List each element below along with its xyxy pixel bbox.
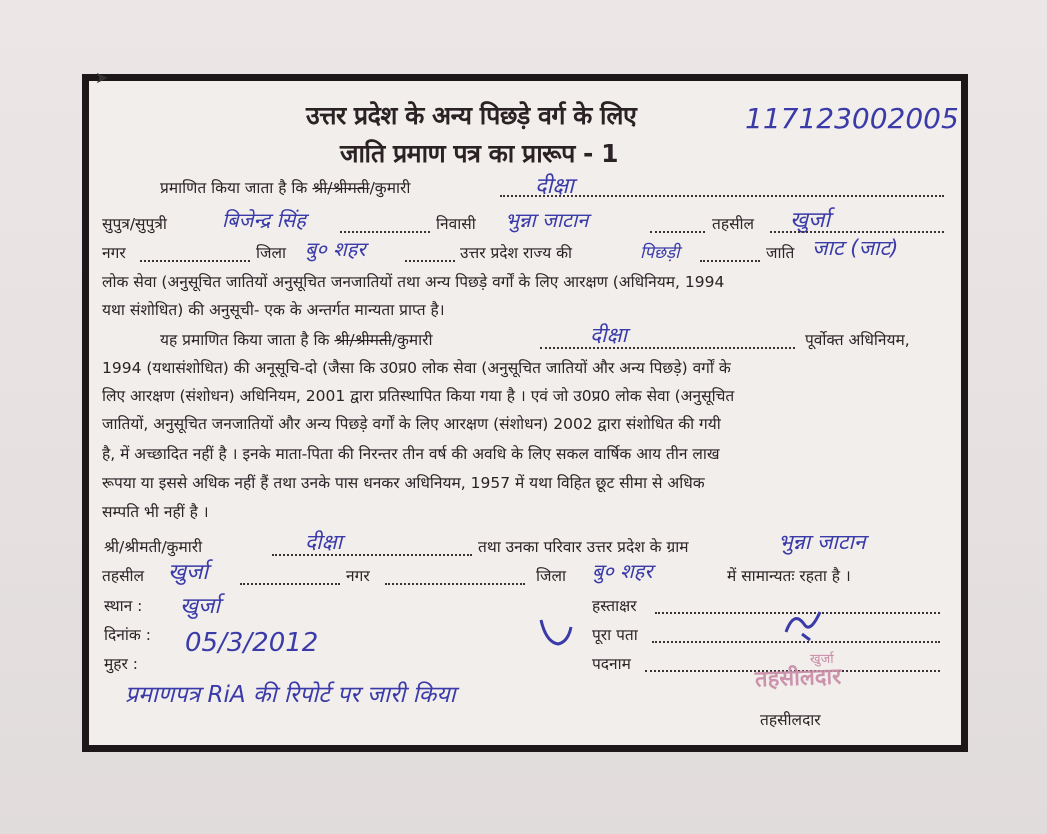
para3-tehsil-dotted-line [240, 583, 340, 585]
tehsildar-stamp-small: खुर्जा [810, 652, 834, 667]
para3-district-label: जिला [536, 567, 567, 585]
place-field: खुर्जा [180, 594, 221, 619]
caste-field: जाट (जाट) [812, 236, 899, 260]
son-daughter-label: सुपुत्र/सुपुत्री [102, 215, 167, 233]
para3-tehsil-label: तहसील [102, 567, 145, 585]
handwritten-note: प्रमाणपत्र RiA की रिपोर्ट पर जारी किया [125, 682, 456, 708]
para2-line7: सम्पति भी नहीं है । [102, 503, 209, 521]
para3-name-dotted-line [272, 554, 472, 556]
date-field: 05/3/2012 [185, 628, 319, 658]
state-label: उत्तर प्रदेश राज्य की [460, 244, 573, 262]
para2-line3: लिए आरक्षण (संशोधन) अधिनियम, 2001 द्वारा प्रतिस्थापित किया गया है । एवं जो उ0प्र0 लोक सेवा (अनुसूचित [102, 387, 735, 405]
tehsil-label: तहसील [712, 215, 755, 233]
tehsildar-label: तहसीलदार [760, 711, 821, 729]
city-dotted-line [140, 260, 250, 262]
para3-label: श्री/श्रीमती/कुमारी [104, 538, 203, 556]
para2-line6: रूपया या इससे अधिक नहीं हैं तथा उनके पास धनकर अधिनियम, 1957 में यथा विहित छूट सीमा से अधिक [102, 474, 705, 492]
officer-signature-icon [780, 604, 830, 644]
date-label: दिनांक : [104, 626, 151, 644]
district-label: जिला [256, 244, 287, 262]
para3-name-field: दीक्षा [305, 530, 343, 554]
para2-prefix: यह प्रमाणित किया जाता है कि श्री/श्रीमती/कुमारी [160, 331, 433, 349]
para3-residence-text: में सामान्यतः रहता है । [727, 567, 851, 585]
para2-name-dotted-line [540, 347, 795, 349]
signature-label: हस्ताक्षर [592, 597, 637, 615]
para3-district-field: बु० शहर [592, 559, 653, 583]
para3-city-dotted-line [385, 583, 525, 585]
tehsil-field: खुर्जा [790, 208, 831, 233]
para1-prefix: प्रमाणित किया जाता है कि श्री/श्रीमती/कुमारी [160, 179, 411, 197]
residence-label: निवासी [436, 215, 476, 233]
para3-city-label: नगर [346, 567, 370, 585]
district-dotted-line [405, 260, 455, 262]
designation-label: पदनाम [592, 655, 631, 673]
para3-village-field: भुन्ना जाटान [778, 530, 866, 554]
address-label: पूरा पता [592, 626, 638, 644]
arrow-mark-icon: ➤ [95, 68, 109, 87]
city-label: नगर [102, 244, 126, 262]
serial-number: 117123002005 [745, 102, 959, 135]
tehsil-dotted-line [770, 231, 944, 233]
para2-line2: 1994 (यथासंशोधित) की अनूसूचि-दो (जैसा कि उ0प्र0 लोक सेवा (अनुसूचित जातियों और अन्य पिछड़े) वर्गों के [102, 359, 731, 377]
para2-line4: जातियों, अनुसूचित जनजातियों और अन्य पिछड़े वर्गों के लिए आरक्षण (संशोधन) 2002 द्वारा संशोधित की गयी [102, 415, 721, 433]
para1-line5: यथा संशोधित) की अनुसूची- एक के अन्तर्गत मान्यता प्राप्त है। [102, 301, 445, 319]
village-field: भुन्ना जाटान [505, 208, 589, 232]
district-field: बु० शहर [305, 237, 366, 261]
certificate-title-line1: उत्तर प्रदेश के अन्य पिछड़े वर्ग के लिए [306, 101, 637, 130]
signature-mark-icon [536, 612, 586, 652]
tehsildar-stamp: तहसीलदार [754, 664, 842, 693]
para2-line1-end: पूर्वोक्त अधिनियम, [805, 331, 910, 349]
village-dotted-line [650, 231, 705, 233]
para1-line4: लोक सेवा (अनुसूचित जातियों अनुसूचित जनजातियों तथा अन्य पिछड़े वर्गों के लिए आरक्षण (अधिनियम, 1994 [102, 273, 725, 291]
para2-line5: है, में अच्छादित नहीं है । इनके माता-पिता की निरन्तर तीन वर्ष की अवधि के लिए सकल वार्षिक आय तीन लाख [102, 445, 720, 463]
father-dotted-line [340, 231, 430, 233]
place-label: स्थान : [104, 597, 143, 615]
seal-label: मुहर : [104, 655, 138, 673]
para2-name-field: दीक्षा [590, 323, 628, 347]
father-name-field: बिजेन्द्र सिंह [222, 208, 306, 232]
category-field: पिछड़ी [640, 243, 680, 263]
category-dotted-line [700, 260, 760, 262]
para3-family-text: तथा उनका परिवार उत्तर प्रदेश के ग्राम [478, 538, 689, 556]
para3-tehsil-field: खुर्जा [168, 560, 209, 585]
caste-label: जाति [766, 244, 795, 262]
name-field: दीक्षा [535, 174, 574, 199]
certificate-title-line2: जाति प्रमाण पत्र का प्रारूप - 1 [340, 139, 618, 168]
